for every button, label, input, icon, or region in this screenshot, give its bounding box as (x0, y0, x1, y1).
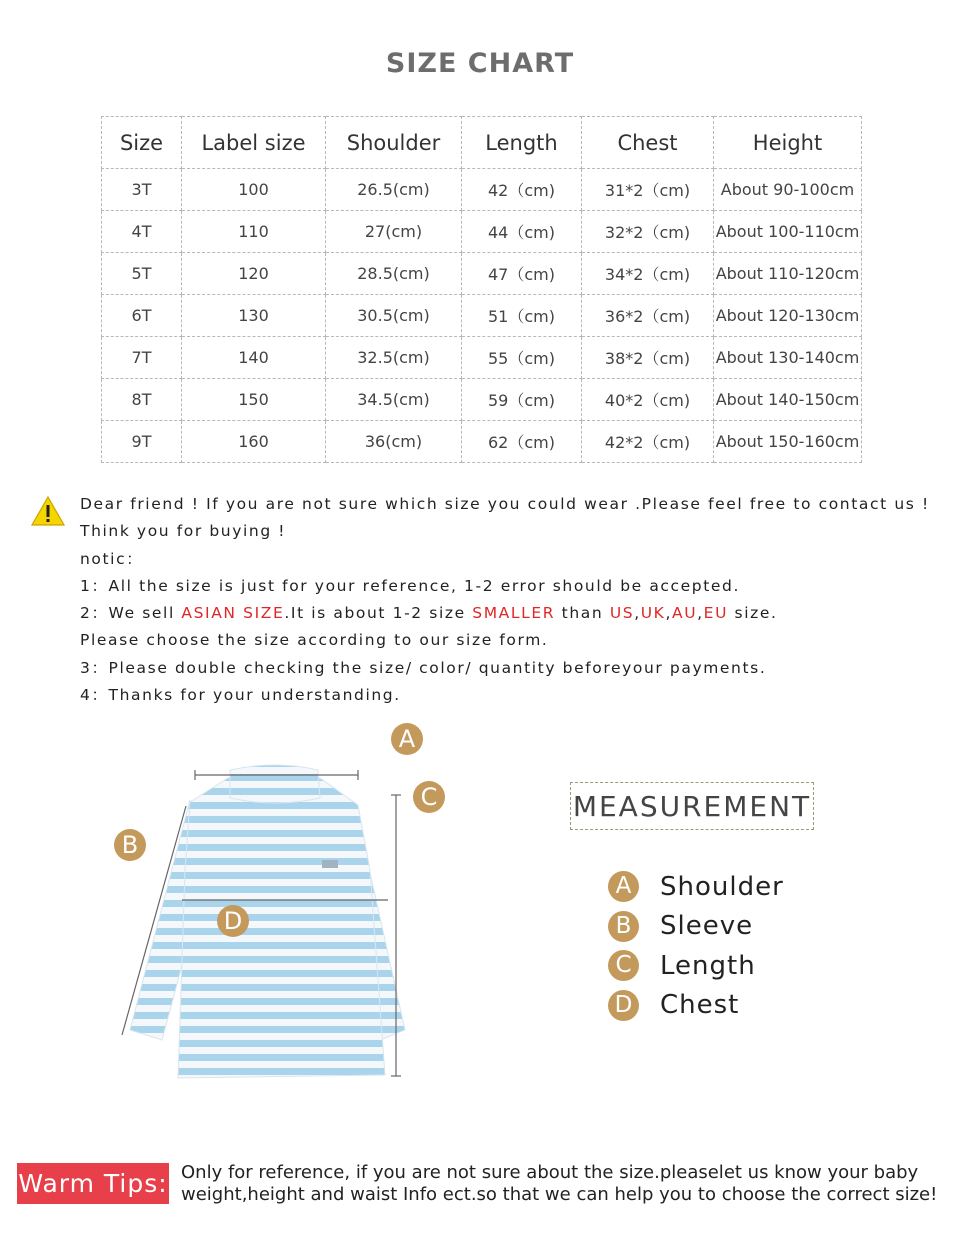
highlight-smaller: SMALLER (472, 604, 556, 623)
table-cell: 36*2（cm) (582, 295, 714, 337)
table-row (102, 211, 862, 253)
legend-badge: B (608, 911, 639, 942)
highlight-us: US (609, 604, 635, 623)
text-span: , (697, 604, 704, 623)
text-span: , (634, 604, 641, 623)
table-cell: About 90-100cm (714, 169, 862, 211)
warm-tips-line: Only for reference, if you are not sure about the size.pleaselet us know your baby (181, 1162, 919, 1183)
legend-item-shoulder (608, 867, 784, 907)
legend-label: Length (660, 950, 756, 981)
legend-badge: A (608, 871, 639, 902)
notice-line: Please choose the size according to our size form. (80, 631, 549, 650)
legend-item-sleeve (608, 907, 784, 947)
shirt-illustration (100, 760, 430, 1090)
table-cell: 34*2（cm) (582, 253, 714, 295)
table-cell: About 120-130cm (714, 295, 862, 337)
text-span: size. (728, 604, 778, 623)
table-cell: 27(cm) (326, 211, 462, 253)
table-cell: 47（cm) (462, 253, 582, 295)
table-cell: 42*2（cm) (582, 421, 714, 463)
legend-label: Shoulder (660, 871, 784, 902)
page-title: SIZE CHART (385, 48, 575, 79)
header-label-size: Label size (182, 117, 326, 169)
marker-b-badge: B (114, 829, 146, 861)
table-cell: About 130-140cm (714, 337, 862, 379)
text-span: than (555, 604, 610, 623)
table-cell: 7T (102, 337, 182, 379)
table-cell: 32.5(cm) (326, 337, 462, 379)
notice-line: Think you for buying ! (80, 522, 287, 541)
legend-label: Sleeve (660, 911, 754, 942)
table-cell: 5T (102, 253, 182, 295)
marker-c-badge: C (413, 781, 445, 813)
table-cell: 36(cm) (326, 421, 462, 463)
notice-line: Dear friend ! If you are not sure which size you could wear .Please feel free to contact us ! (80, 495, 930, 513)
legend-item-chest (608, 986, 784, 1026)
table-cell: 140 (182, 337, 326, 379)
table-row (102, 421, 862, 463)
table-cell: 32*2（cm) (582, 211, 714, 253)
table-cell: 55（cm) (462, 337, 582, 379)
warning-icon (31, 496, 65, 526)
notice-line: 3：Please double checking the size/ color/ quantity beforeyour payments. (80, 658, 767, 677)
marker-a-badge: A (391, 723, 423, 755)
table-cell: 110 (182, 211, 326, 253)
table-cell: 59（cm) (462, 379, 582, 421)
table-row (102, 295, 862, 337)
table-cell: 34.5(cm) (326, 379, 462, 421)
highlight-asian-size: ASIAN SIZE (181, 604, 285, 623)
highlight-eu: EU (703, 604, 729, 623)
legend-badge: D (608, 990, 639, 1021)
table-cell: 160 (182, 421, 326, 463)
table-cell: 31*2（cm) (582, 169, 714, 211)
warm-tips-line: weight,height and waist Info ect.so that we can help you to choose the correct size! (181, 1184, 938, 1205)
table-cell: 9T (102, 421, 182, 463)
table-cell: 3T (102, 169, 182, 211)
table-row (102, 169, 862, 211)
table-cell: 120 (182, 253, 326, 295)
legend-item-length (608, 946, 784, 986)
table-cell: 26.5(cm) (326, 169, 462, 211)
notice-line: 1：All the size is just for your reference, 1-2 error should be accepted. (80, 576, 741, 595)
header-height: Height (714, 117, 862, 169)
text-span: .It is about 1-2 size (284, 604, 473, 623)
table-cell: 4T (102, 211, 182, 253)
table-cell: 38*2（cm) (582, 337, 714, 379)
measurement-title: MEASUREMENT (570, 782, 814, 830)
highlight-au: AU (671, 604, 698, 623)
table-cell: About 140-150cm (714, 379, 862, 421)
notice-line: 4：Thanks for your understanding. (80, 686, 401, 705)
notice-text (80, 491, 940, 709)
table-row (102, 337, 862, 379)
warm-tips-text (181, 1162, 951, 1206)
marker-d-badge: D (217, 905, 249, 937)
table-cell: 28.5(cm) (326, 253, 462, 295)
text-span: 2：We sell (80, 604, 182, 623)
text-span: , (665, 604, 672, 623)
table-cell: 44（cm) (462, 211, 582, 253)
measurement-legend (608, 867, 784, 1025)
legend-label: Chest (660, 990, 740, 1021)
table-cell: 150 (182, 379, 326, 421)
header-length: Length (462, 117, 582, 169)
table-cell: 30.5(cm) (326, 295, 462, 337)
table-row (102, 379, 862, 421)
legend-badge: C (608, 950, 639, 981)
table-cell: 6T (102, 295, 182, 337)
table-cell: About 110-120cm (714, 253, 862, 295)
notice-line: notic： (80, 549, 144, 568)
size-chart-table (101, 116, 862, 463)
table-header-row (102, 117, 862, 169)
table-row (102, 253, 862, 295)
header-shoulder: Shoulder (326, 117, 462, 169)
table-cell: 100 (182, 169, 326, 211)
table-cell: About 150-160cm (714, 421, 862, 463)
header-size: Size (102, 117, 182, 169)
table-cell: 130 (182, 295, 326, 337)
table-cell: 40*2（cm) (582, 379, 714, 421)
table-cell: About 100-110cm (714, 211, 862, 253)
table-cell: 42（cm) (462, 169, 582, 211)
table-cell: 62（cm) (462, 421, 582, 463)
table-cell: 51（cm) (462, 295, 582, 337)
header-chest: Chest (582, 117, 714, 169)
warm-tips-label: Warm Tips: (17, 1163, 169, 1204)
table-cell: 8T (102, 379, 182, 421)
notice-line-asian-size (80, 600, 940, 627)
highlight-uk: UK (640, 604, 666, 623)
